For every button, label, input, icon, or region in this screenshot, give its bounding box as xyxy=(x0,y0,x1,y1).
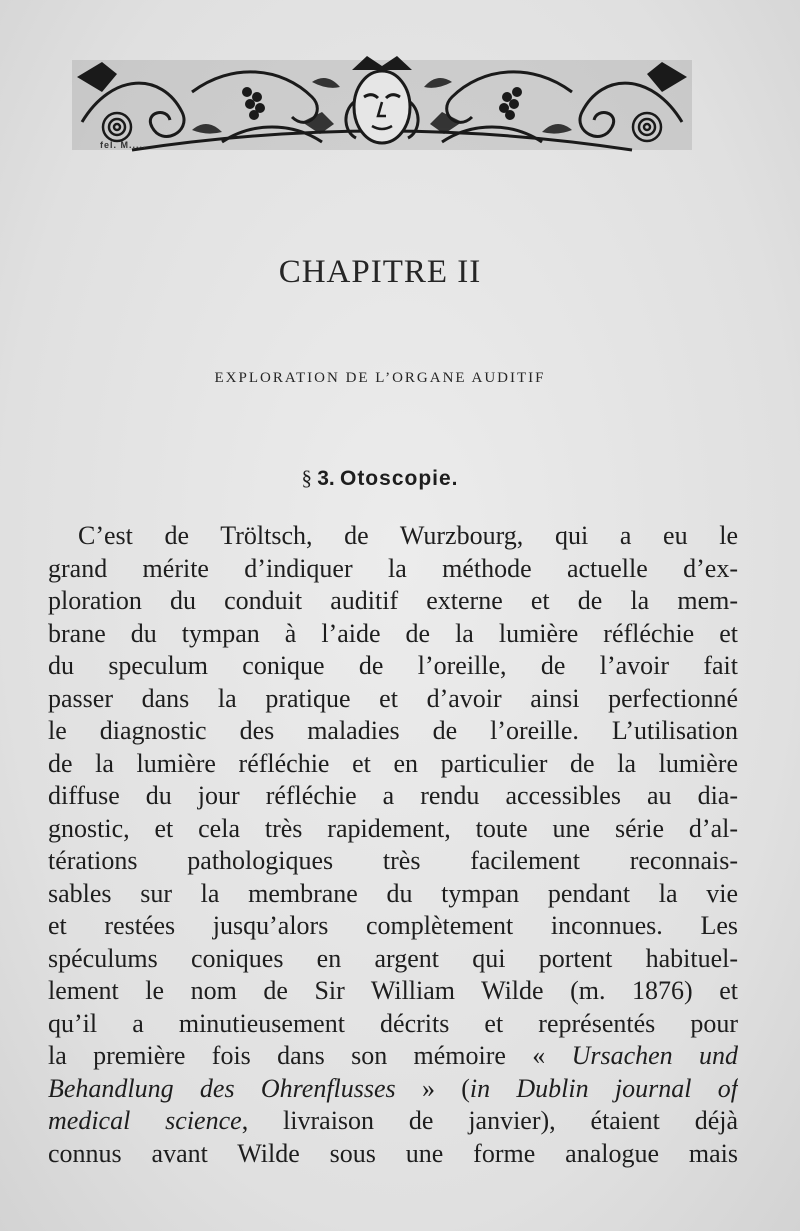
text-line: connus avant Wilde sous une forme analogue mais xyxy=(48,1138,738,1168)
ornament-signature: fel. M..... xyxy=(100,140,147,150)
italic-title: in Dublin journal of xyxy=(469,1073,738,1103)
text-line xyxy=(48,1105,738,1138)
italic-title: Behandlung des Ohrenflusses xyxy=(48,1073,396,1103)
text-line: de la lumière réfléchie et en particulier de la lumière xyxy=(48,748,738,778)
text-line: diffuse du jour réfléchie a rendu accessibles au dia- xyxy=(48,781,738,810)
text-line: sables sur la membrane du tympan pendant la vie xyxy=(48,878,738,908)
text-line xyxy=(48,1073,738,1106)
text-line: brane du tympan à l’aide de la lumière réfléchie et xyxy=(48,618,738,648)
text-line: grand mérite d’indiquer la méthode actuelle d’ex- xyxy=(48,553,738,583)
text-line: lement le nom de Sir William Wilde (m. 1876) et xyxy=(48,976,738,1005)
section-heading xyxy=(0,466,760,491)
section-number: 3. xyxy=(317,467,335,490)
text-run: la première fois dans son mémoire « xyxy=(48,1041,572,1070)
text-line: gnostic, et cela très rapidement, toute une série d’al- xyxy=(48,813,738,843)
body-paragraph xyxy=(48,520,738,1170)
section-symbol: § xyxy=(301,466,312,490)
text-line: ploration du conduit auditif externe et de la mem- xyxy=(48,586,738,615)
italic-title: Ursachen und xyxy=(571,1041,738,1070)
text-run: , livraison de janvier), étaient déjà xyxy=(241,1106,738,1135)
italic-title: medical science xyxy=(48,1106,242,1135)
chapter-title: CHAPITRE II xyxy=(278,254,482,290)
text-line: térations pathologiques très facilement reconnais- xyxy=(48,846,738,875)
text-line: qu’il a minutieusement décrits et représentés pour xyxy=(48,1008,738,1038)
text-line: C’est de Tröltsch, de Wurzbourg, qui a eu le xyxy=(78,521,738,550)
section-title: Otoscopie. xyxy=(339,467,459,490)
text-run: » ( xyxy=(395,1073,470,1103)
chapter-subtitle: EXPLORATION DE L’ORGANE AUDITIF xyxy=(214,370,546,386)
decorative-headpiece-icon xyxy=(72,52,692,160)
text-line: spéculums coniques en argent qui portent habituel- xyxy=(48,943,738,973)
text-line: du speculum conique de l’oreille, de l’avoir fait xyxy=(48,651,738,680)
text-line: passer dans la pratique et d’avoir ainsi perfectionné xyxy=(48,683,738,713)
text-line xyxy=(48,1040,738,1073)
text-line: et restées jusqu’alors complètement inconnues. Les xyxy=(48,911,738,940)
text-line: le diagnostic des maladies de l’oreille. L’utilisation xyxy=(48,716,738,745)
